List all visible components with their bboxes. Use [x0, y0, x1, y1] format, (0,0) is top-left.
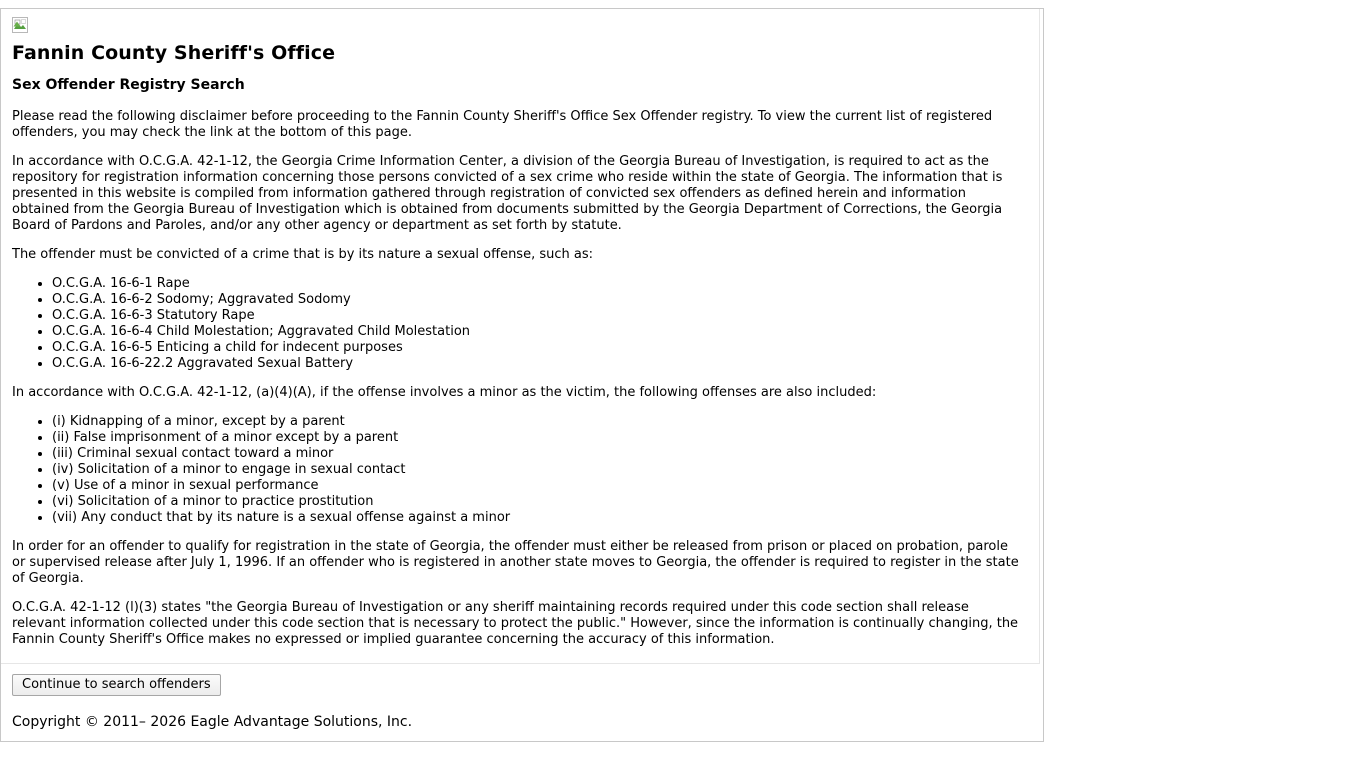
- page-container: [0, 8, 1044, 742]
- list-item: • (v) Use of a minor in sexual performance: [52, 478, 1029, 494]
- offense-intro-paragraph: The offender must be convicted of a crime that is by its nature a sexual offense, such as:: [12, 247, 593, 263]
- accordance-paragraph: In accordance with O.C.G.A. 42-1-12, the Georgia Crime Information Center, a division of the Georgia Bureau of Investigation, is required to act as the repository for registration information concerning those persons convicted of a sex crime who reside within the state of Georgia. The information that is presented in this website is compiled from information gathered through registration of convicted sex offenders as defined herein and information obtained from the Georgia Bureau of Investigation which is obtained from documents submitted by the Georgia Department of Corrections, the Georgia Board of Pardons and Paroles, and/or any other agency or department as set forth by statute.: [12, 154, 1003, 234]
- content-wrapper: [1, 9, 1040, 664]
- section-title: Sex Offender Registry Search: [12, 76, 245, 93]
- action-row: [1, 674, 1043, 696]
- list-item: • O.C.G.A. 16-6-5 Enticing a child for indecent purposes: [52, 340, 1029, 356]
- list-item: • (iv) Solicitation of a minor to engage in sexual contact: [52, 462, 1029, 478]
- list-item: • (iii) Criminal sexual contact toward a minor: [52, 446, 1029, 462]
- list-item: • O.C.G.A. 16-6-2 Sodomy; Aggravated Sodomy: [52, 292, 1029, 308]
- page-title: Fannin County Sheriff's Office: [12, 42, 336, 64]
- content-area: [1, 9, 1039, 663]
- list-item: • (vi) Solicitation of a minor to practice prostitution: [52, 494, 1029, 510]
- minor-intro-paragraph: In accordance with O.C.G.A. 42-1-12, (a)(4)(A), if the offense involves a minor as the victim, the following offenses are also included:: [12, 385, 877, 401]
- qualify-paragraph: In order for an offender to qualify for registration in the state of Georgia, the offender must either be released from prison or placed on probation, parole or supervised release after July 1, 1996. If an offender who is registered in another state moves to Georgia, the offender is required to register in the state of Georgia.: [12, 539, 1019, 587]
- list-item: • O.C.G.A. 16-6-4 Child Molestation; Aggravated Child Molestation: [52, 324, 1029, 340]
- broken-image-icon: [12, 17, 28, 33]
- list-item: • O.C.G.A. 16-6-3 Statutory Rape: [52, 308, 1029, 324]
- offense-list: [12, 276, 1029, 372]
- continue-to-search-offenders-button[interactable]: Continue to search offenders: [12, 674, 221, 696]
- list-item: • O.C.G.A. 16-6-22.2 Aggravated Sexual Battery: [52, 356, 1029, 372]
- disclosure-paragraph: O.C.G.A. 42-1-12 (l)(3) states "the Georgia Bureau of Investigation or any sheriff maintaining records required under this code section shall release relevant information collected under this code section that is necessary to protect the public." However, since the information is continually changing, the Fannin County Sheriff's Office makes no expressed or implied guarantee concerning the accuracy of this information.: [12, 600, 1019, 648]
- list-item: • (ii) False imprisonment of a minor except by a parent: [52, 430, 1029, 446]
- list-item: • (vii) Any conduct that by its nature is a sexual offense against a minor: [52, 510, 1029, 526]
- list-item: • (i) Kidnapping of a minor, except by a parent: [52, 414, 1029, 430]
- intro-paragraph: Please read the following disclaimer before proceeding to the Fannin County Sheriff's Office Sex Offender registry. To view the current list of registered offenders, you may check the link at the bottom of this page.: [12, 109, 993, 141]
- list-item: • O.C.G.A. 16-6-1 Rape: [52, 276, 1029, 292]
- minor-offense-list: [12, 414, 1029, 526]
- copyright-footer: Copyright © 2011– 2026 Eagle Advantage Solutions, Inc.: [12, 714, 413, 731]
